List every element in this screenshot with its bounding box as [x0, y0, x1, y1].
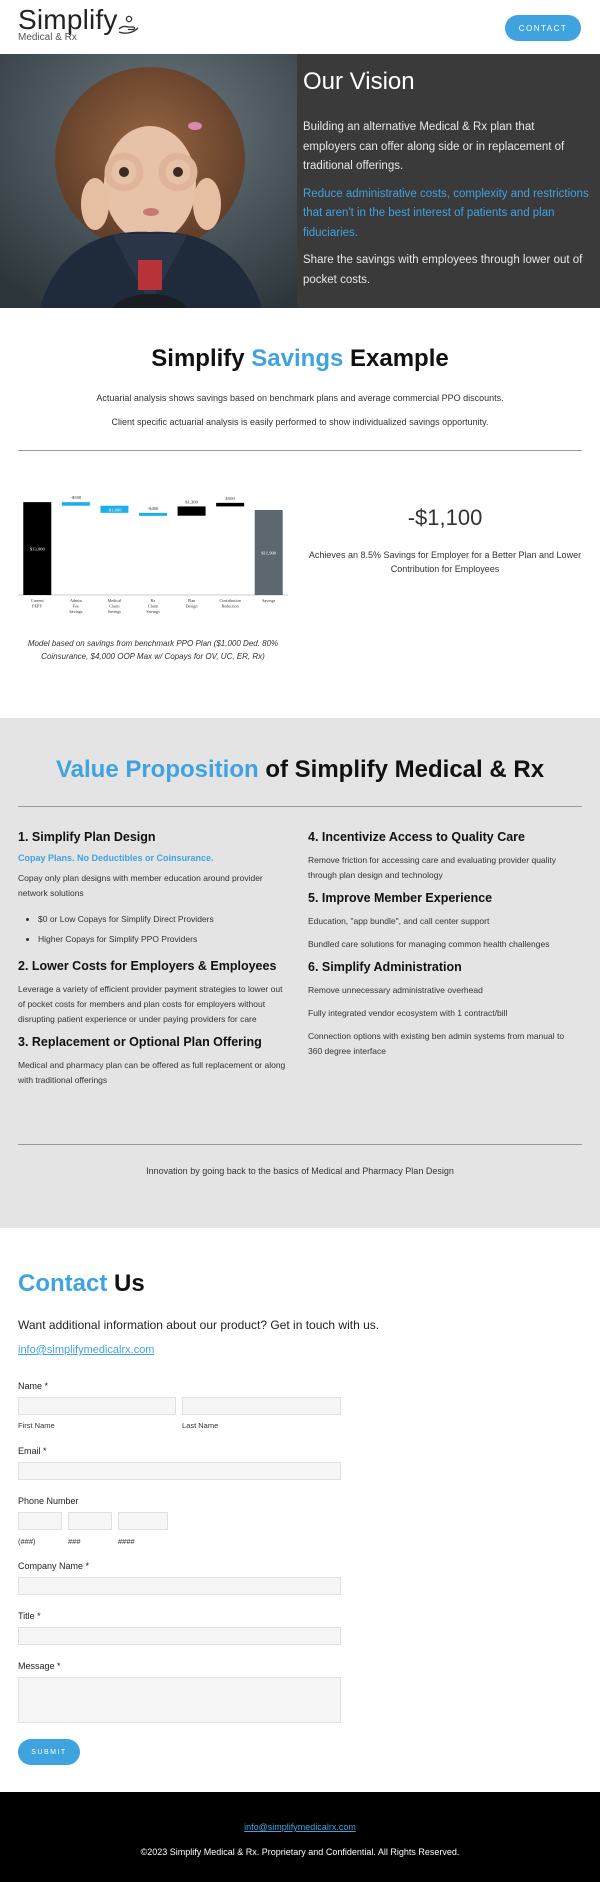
contact-title-a: Contact — [18, 1270, 108, 1297]
bar-value-label: -$400 — [147, 505, 159, 511]
contact-title — [18, 1270, 145, 1298]
category-tick-label: Claim — [147, 603, 159, 609]
contact-button[interactable]: CONTACT — [505, 15, 581, 41]
category-tick-label: Fee — [72, 603, 79, 609]
value-prop-divider-top — [18, 806, 582, 807]
section-6-text-3: Connection options with existing ben admin systems from manual to 360 degree interface — [308, 1031, 565, 1056]
section-6-heading: 6. Simplify Administration — [308, 960, 462, 974]
section-6-text-2: Fully integrated vendor ecosystem with 1 contract/bill — [308, 1008, 508, 1018]
value-prop-divider-bottom — [18, 1144, 582, 1145]
value-prop-left-column — [18, 830, 288, 1096]
logo-hand-icon — [116, 12, 140, 36]
savings-description: Achieves an 8.5% Savings for Employer for a Better Plan and Lower Contribution for Employees — [308, 550, 582, 574]
phone-line-sublabel: #### — [118, 1537, 135, 1546]
title-label: Title * — [18, 1611, 41, 1621]
phone-prefix-input[interactable] — [68, 1512, 112, 1530]
savings-title — [0, 345, 600, 373]
company-input[interactable] — [18, 1577, 341, 1595]
category-tick-label: Savings — [262, 598, 276, 603]
site-header — [0, 0, 600, 54]
footer-copyright: ©2023 Simplify Medical & Rx. Proprietary and Confidential. All Rights Reserved. — [140, 1847, 460, 1857]
bar-value-label: $1,300 — [185, 499, 198, 505]
site-footer — [0, 1792, 600, 1882]
savings-amount: -$1,100 — [407, 505, 483, 530]
submit-button[interactable]: SUBMIT — [18, 1739, 80, 1765]
savings-title-b: Savings — [251, 345, 344, 372]
bar-value-label: $500 — [225, 495, 235, 501]
phone-area-sublabel: (###) — [18, 1537, 36, 1546]
list-item: • $0 or Low Copays for Simplify Direct Providers — [38, 909, 288, 929]
section-3-text: Medical and pharmacy plan can be offered as full replacement or along with traditional offerings — [18, 1060, 286, 1085]
title-input[interactable] — [18, 1627, 341, 1645]
message-label: Message * — [18, 1661, 61, 1671]
value-prop-title — [0, 756, 600, 784]
value-prop-title-a: Value Proposition — [55, 756, 259, 783]
category-tick-label: Rx — [150, 598, 156, 603]
vision-title: Our Vision — [303, 68, 415, 95]
phone-area-input[interactable] — [18, 1512, 62, 1530]
value-prop-title-b: of Simplify Medical & Rx — [265, 756, 545, 783]
section-5-text-2: Bundled care solutions for managing common health challenges — [308, 939, 550, 949]
section-5-heading: 5. Improve Member Experience — [308, 891, 493, 905]
first-name-sublabel: First Name — [18, 1421, 55, 1430]
category-tick-label: Admin — [70, 598, 82, 603]
message-textarea[interactable] — [18, 1677, 341, 1723]
bar-value-label: -$500 — [70, 495, 82, 501]
vision-paragraph-3: Share the savings with employees through lower out of pocket costs. — [303, 254, 583, 286]
last-name-input[interactable] — [182, 1397, 341, 1415]
section-4-heading: 4. Incentivize Access to Quality Care — [308, 830, 525, 844]
category-tick-label: Reduction — [221, 603, 239, 609]
contact-intro: Want additional information about our product? Get in touch with us. — [18, 1318, 380, 1332]
category-tick-label: Medical — [107, 598, 122, 603]
section-1-list — [18, 909, 288, 949]
section-4-text: Remove friction for accessing care and evaluating provider quality through plan design and technology — [308, 855, 557, 880]
section-2-heading: 2. Lower Costs for Employers & Employees — [18, 959, 277, 973]
chart-caption-line-2: Coinsurance, $4,000 OOP Max w/ Copays for OV, UC, ER, Rx) — [41, 652, 265, 661]
section-1-text: Copay only plan designs with member education around provider network solutions — [18, 873, 263, 898]
name-label: Name * — [18, 1381, 49, 1391]
logo-title[interactable]: Simplify — [18, 4, 118, 35]
section-5-text-1: Education, "app bundle", and call center support — [308, 916, 490, 926]
section-1-heading: 1. Simplify Plan Design — [18, 830, 156, 844]
category-tick-label: PEPY — [32, 603, 43, 609]
savings-title-c: Example — [350, 345, 449, 372]
savings-divider — [18, 450, 582, 451]
section-3-heading: 3. Replacement or Optional Plan Offering — [18, 1035, 262, 1049]
value-prop-footer-text: Innovation by going back to the basics of Medical and Pharmacy Plan Design — [146, 1166, 454, 1176]
bar-value-label: $13,000 — [29, 546, 45, 552]
last-name-sublabel: Last Name — [182, 1421, 219, 1430]
phone-label: Phone Number — [18, 1496, 79, 1506]
value-proposition-section — [0, 718, 600, 1228]
phone-prefix-sublabel: ### — [68, 1537, 81, 1546]
logo-subtitle: Medical & Rx — [18, 32, 77, 43]
bar-value-label: -$1,000 — [107, 507, 122, 513]
chart-caption-line-1: Model based on savings from benchmark PPO Plan ($1,000 Ded. 80% — [27, 639, 279, 648]
chart-caption — [18, 637, 288, 663]
category-tick-label: Plan — [187, 598, 196, 603]
savings-waterfall-chart — [18, 480, 288, 630]
waterfall-bar — [139, 513, 167, 516]
vision-paragraph-2: Reduce administrative costs, complexity and restrictions that aren't in the best interest of patients and plan fiduciaries. — [303, 187, 589, 239]
company-label: Company Name * — [18, 1561, 90, 1571]
category-tick-label: Savings — [69, 609, 83, 614]
waterfall-bar — [62, 502, 90, 506]
vision-paragraph-1: Building an alternative Medical & Rx plan that employers can offer along side or in replacement of traditional offerings. — [303, 121, 565, 172]
section-1-subheading: Copay Plans. No Deductibles or Coinsurance. — [18, 853, 214, 863]
category-tick-label: Current — [30, 598, 44, 603]
email-input[interactable] — [18, 1462, 341, 1480]
bar-value-label: $11,900 — [261, 550, 277, 556]
contact-email-link[interactable]: info@simplifymedicalrx.com — [18, 1344, 155, 1356]
waterfall-bar — [216, 503, 244, 507]
category-tick-label: Savings — [107, 609, 122, 614]
first-name-input[interactable] — [18, 1397, 176, 1415]
category-tick-label: Savings — [146, 609, 160, 614]
savings-line-2: Client specific actuarial analysis is easily performed to show individualized savings opportunity. — [111, 417, 489, 427]
email-label: Email * — [18, 1446, 47, 1456]
section-2-text: Leverage a variety of efficient provider payment strategies to lower out of pocket costs for members and plan costs for employers without disrupting patient experience or under paying providers for care — [18, 984, 283, 1024]
category-tick-label: Contribution — [219, 598, 241, 603]
value-prop-right-column — [308, 830, 578, 1067]
vision-photo — [0, 54, 297, 308]
waterfall-bar — [178, 506, 206, 515]
footer-email-link[interactable]: info@simplifymedicalrx.com — [244, 1822, 356, 1832]
category-tick-label: Claim — [109, 603, 120, 609]
vision-text-panel — [297, 54, 600, 308]
list-item: • Higher Copays for Simplify PPO Providers — [38, 929, 288, 949]
contact-title-b: Us — [114, 1270, 145, 1297]
savings-title-a: Simplify — [151, 345, 245, 372]
section-6-text-1: Remove unnecessary administrative overhead — [308, 985, 483, 995]
category-tick-label: Design — [185, 603, 198, 609]
savings-line-1: Actuarial analysis shows savings based on benchmark plans and average commercial PPO discounts. — [96, 393, 504, 403]
phone-line-input[interactable] — [118, 1512, 168, 1530]
vision-section — [0, 54, 600, 308]
